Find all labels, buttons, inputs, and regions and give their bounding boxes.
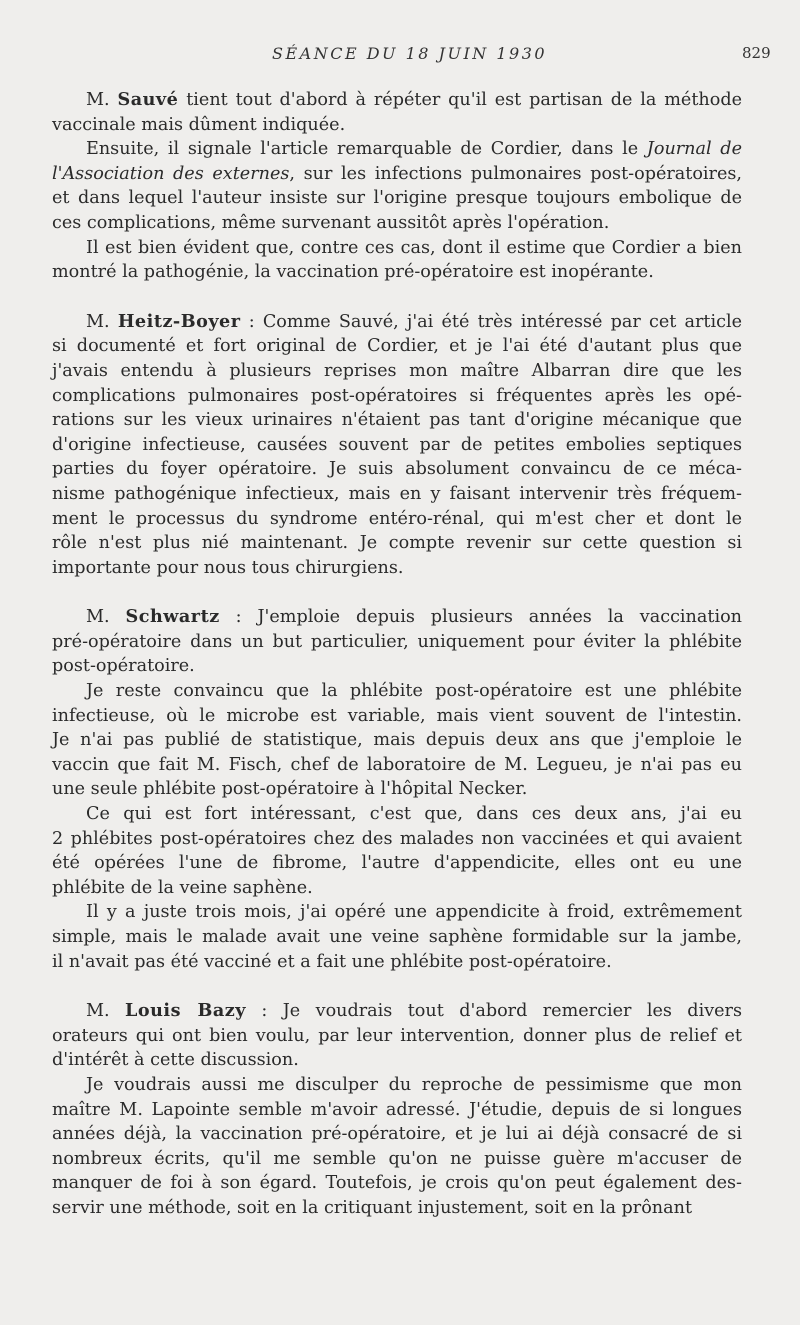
text-line: Il y a juste trois mois, j'ai opéré une appendicite à froid, extrêmement [86,902,742,923]
text-line: Il est bien évident que, contre ces cas, dont il estime que Cordier a bien [86,237,742,258]
text-line: ces complications, même survenant aussitôt après l'opération. [52,212,610,233]
text-line: si documenté et fort original de Cordier, et je l'ai été d'autant plus que [52,336,742,357]
text-line: été opérées l'une de fibrome, l'autre d'appendicite, elles ont eu une [52,853,742,874]
text-line: rations sur les vieux urinaires n'étaient pas tant d'origine mécanique que [52,410,742,431]
text-line: années déjà, la vaccination pré-opératoire, et je lui ai déjà consacré de si [52,1124,742,1145]
text-line: nisme pathogénique infectieux, mais en y faisant intervenir très fréquem- [52,483,742,504]
text-line: d'origine infectieuse, causées souvent par de petites embolies septiques [52,434,742,455]
text-line: nombreux écrits, qu'il me semble qu'on ne puisse guère m'accuser de [52,1148,742,1169]
page-number: 829 [742,44,771,62]
text-line: Je n'ai pas publié de statistique, mais depuis deux ans que j'emploie le [52,730,742,751]
text-line: M. Sauvé tient tout d'abord à répéter qu'il est partisan de la méthode [86,89,743,110]
text-line: simple, mais le malade avait une veine saphène formidable sur la jambe, [52,927,742,947]
text-line: servir une méthode, soit en la critiquant injustement, soit en la prônant [52,1197,693,1218]
text-line: pré-opératoire dans un but particulier, uniquement pour éviter la phlébite [52,631,742,652]
text-line: maître M. Lapointe semble m'avoir adressé. J'étudie, depuis de si longues [52,1099,742,1120]
paragraph [52,679,742,802]
paragraph [52,236,742,285]
paragraph [52,1073,742,1221]
speaker-paragraph [52,88,742,137]
paragraph [52,802,742,900]
text-line: montré la pathogénie, la vaccination pré-opératoire est inopérante. [52,262,654,283]
text-line: complications pulmonaires post-opératoires si fréquentes après les opé- [52,385,742,406]
text-line: orateurs qui ont bien voulu, par leur intervention, donner plus de relief et [52,1025,742,1046]
text-line: manquer de foi à son égard. Toutefois, je crois qu'on peut également des- [52,1173,742,1194]
text-line: Je reste convaincu que la phlébite post-opératoire est une phlébite [86,681,742,702]
text-line: vaccin que fait M. Fisch, chef de laboratoire de M. Legueu, je n'ai pas eu [52,754,742,775]
text-line: vaccinale mais dûment indiquée. [52,114,346,135]
text-line: Ce qui est fort intéressant, c'est que, dans ces deux ans, j'ai eu [86,804,742,825]
text-line: Ensuite, il signale l'article remarquable de Cordier, dans le Journal de [86,139,742,160]
running-title: SÉANCE DU 18 JUIN 1930 [272,44,548,63]
paragraph [52,137,742,235]
text-line: importante pour nous tous chirurgiens. [52,557,404,578]
text-line: ment le processus du syndrome entéro-rénal, qui m'est cher et dont le [52,508,742,529]
text-line: 2 phlébites post-opératoires chez des malades non vaccinées et qui avaient [52,828,742,849]
text-line: M. Schwartz : J'emploie depuis plusieurs années la vaccination [86,606,742,628]
page-header [0,44,800,68]
text-line: infectieuse, où le microbe est variable, mais vient souvent de l'intestin. [52,705,742,726]
text-line: post-opératoire. [52,656,195,677]
text-line: et dans lequel l'auteur insiste sur l'origine presque toujours embolique de [52,188,742,209]
text-line: M. Heitz-Boyer : Comme Sauvé, j'ai été très intéressé par cet article [86,310,742,332]
text-line: il n'avait pas été vacciné et a fait une phlébite post-opératoire. [52,951,612,972]
text-line: rôle n'est plus nié maintenant. Je compte revenir sur cette question si [52,533,742,554]
text-line: d'intérêt à cette discussion. [52,1050,299,1071]
speaker-paragraph [52,999,742,1073]
text-line: M. Louis Bazy : Je voudrais tout d'abord remercier les divers [86,1000,742,1022]
text-line: phlébite de la veine saphène. [52,877,313,898]
speaker-paragraph [52,605,742,679]
body-text [52,88,742,1221]
speaker-paragraph [52,310,742,581]
text-line: j'avais entendu à plusieurs reprises mon maître Albarran dire que les [52,360,742,381]
text-line: parties du foyer opératoire. Je suis absolument convaincu de ce méca- [52,459,742,480]
text-line: l'Association des externes, sur les infections pulmonaires post-opératoires, [52,163,742,184]
paragraph [52,900,742,974]
text-line: Je voudrais aussi me disculper du reproche de pessimisme que mon [86,1074,742,1095]
text-line: une seule phlébite post-opératoire à l'hôpital Necker. [52,779,528,800]
